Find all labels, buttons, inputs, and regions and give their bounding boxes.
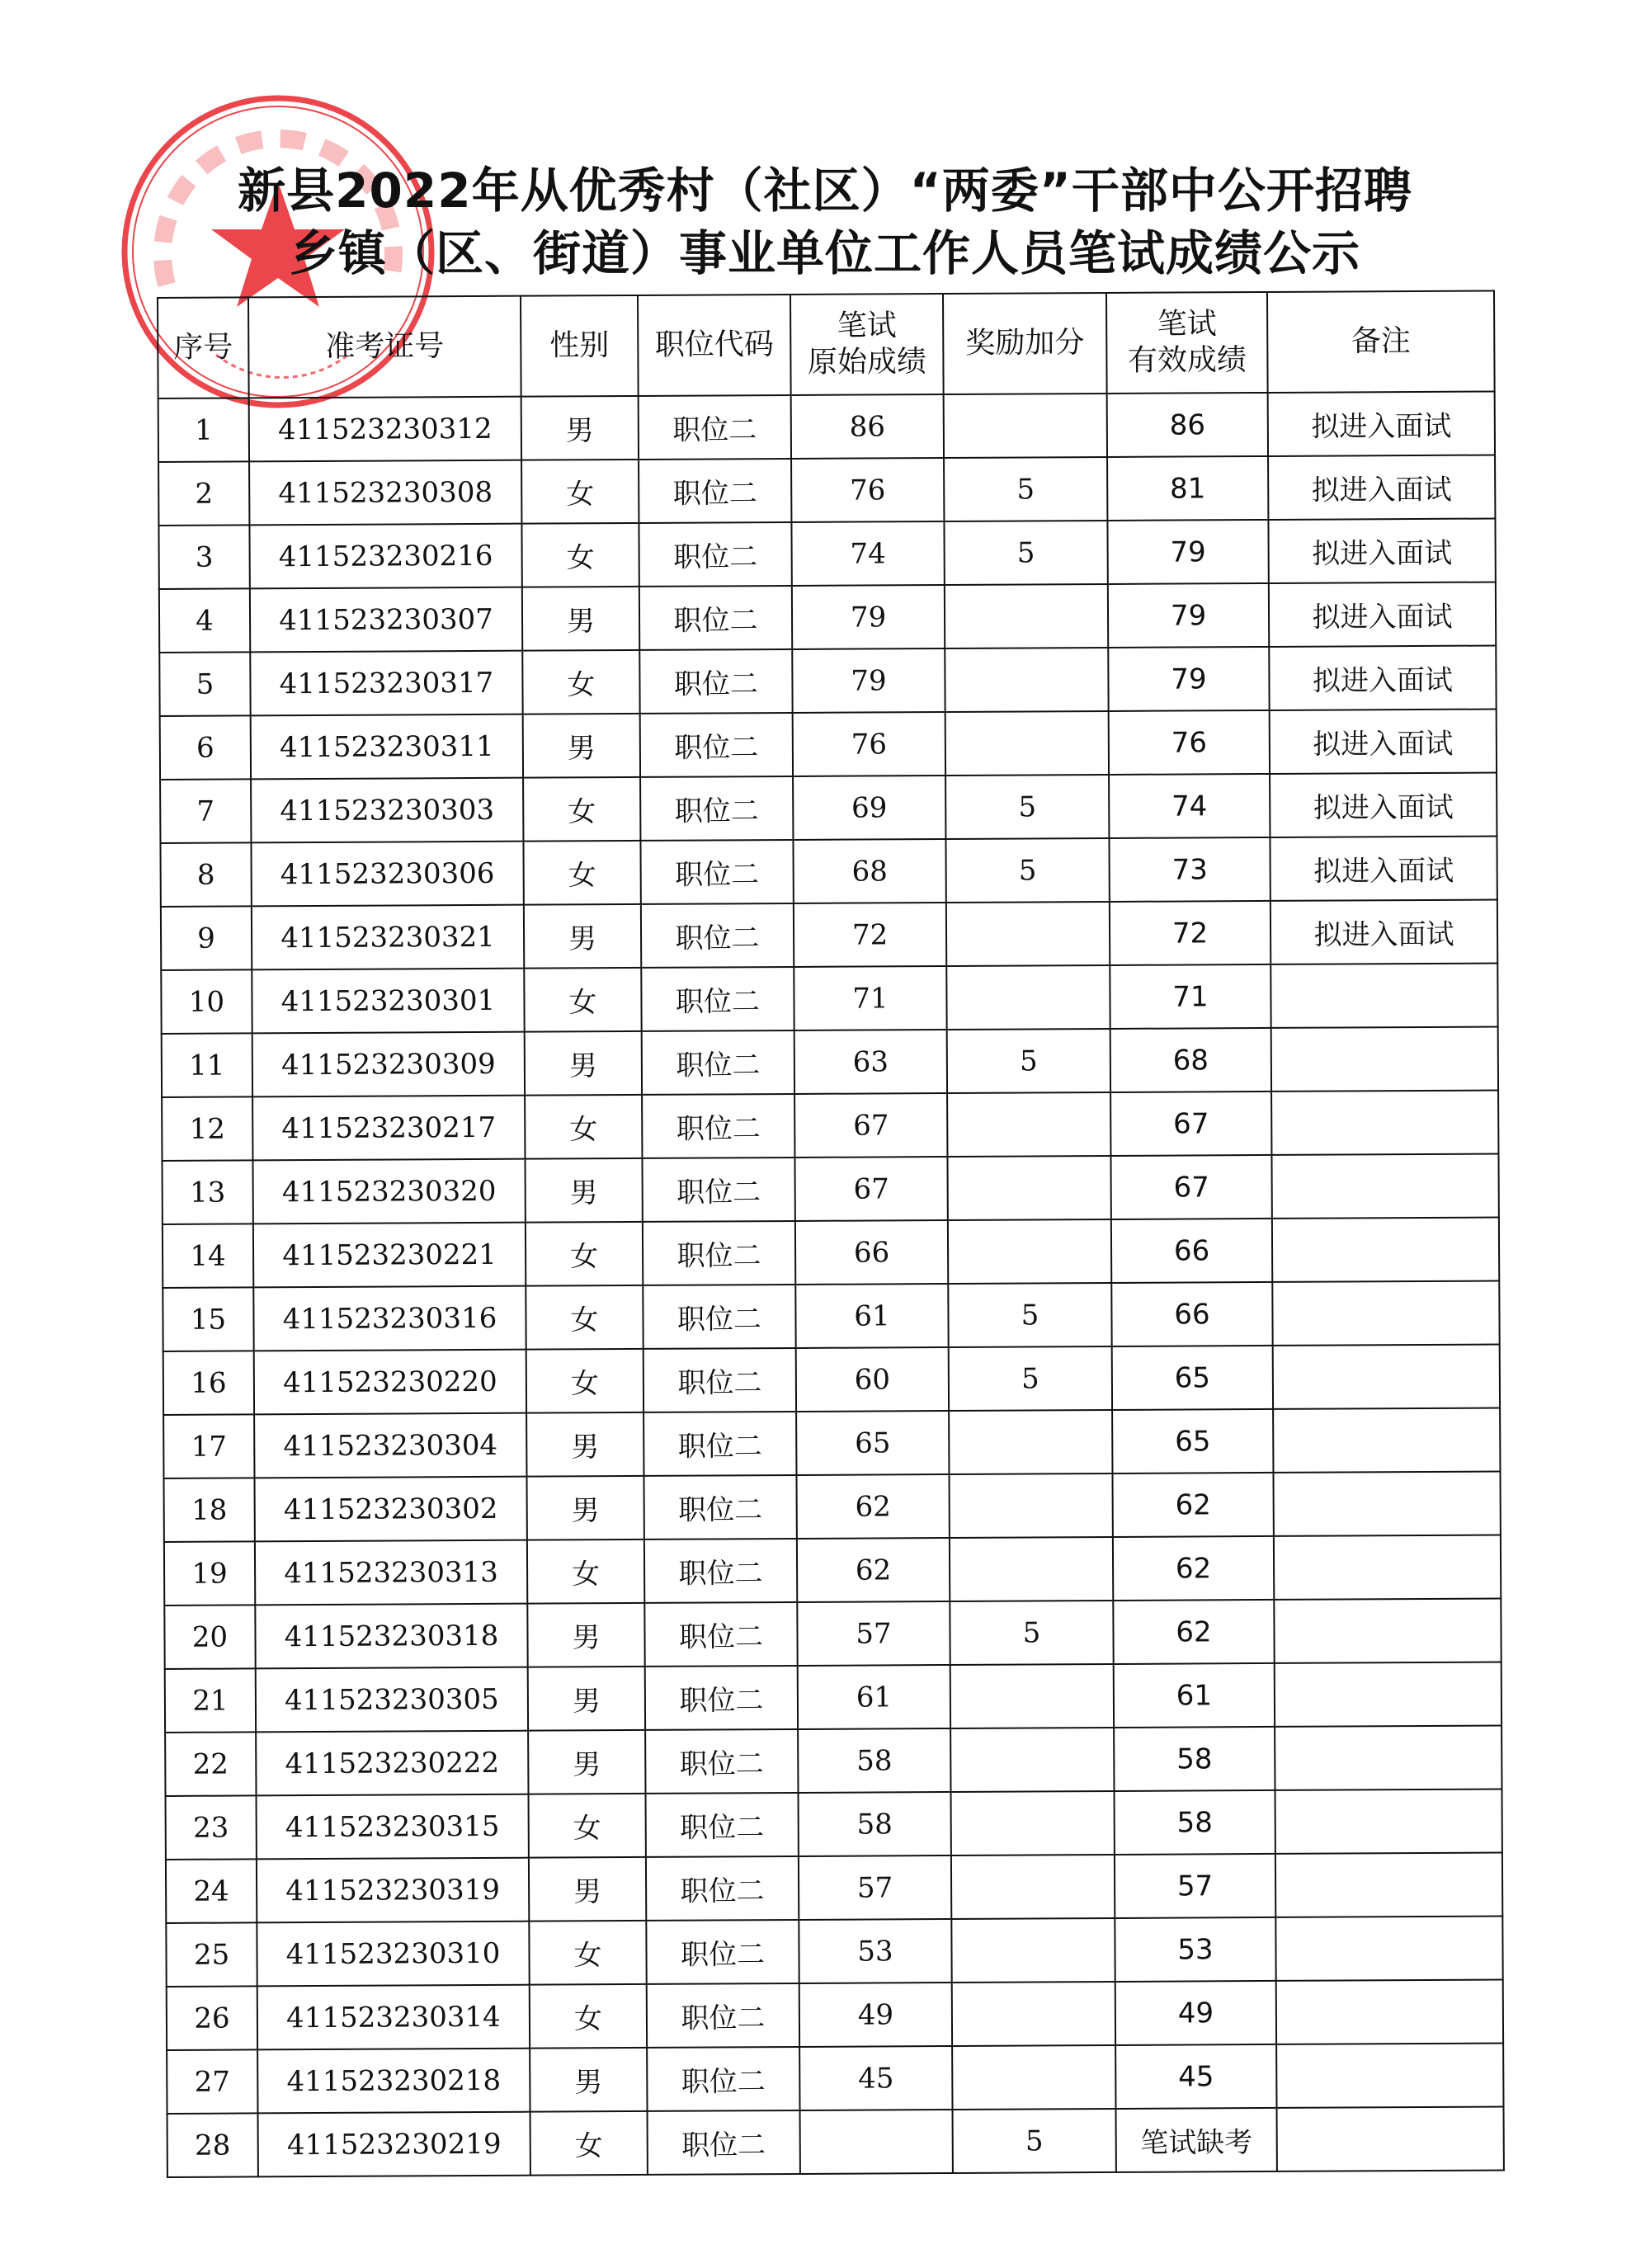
gender-cell: 女 <box>526 1285 643 1350</box>
position-code-cell: 职位二 <box>640 840 793 904</box>
raw-score-cell: 49 <box>799 1983 952 2047</box>
score-table <box>157 290 1505 2178</box>
effective-score-cell: 74 <box>1109 774 1270 838</box>
position-code-cell: 职位二 <box>647 2047 799 2111</box>
effective-score-cell: 67 <box>1110 1155 1271 1219</box>
position-code-cell: 职位二 <box>644 1602 797 1667</box>
position-code-cell: 职位二 <box>644 1475 796 1540</box>
bonus-cell <box>952 2045 1115 2110</box>
bonus-cell: 5 <box>950 1601 1113 1665</box>
raw-score-cell: 68 <box>793 839 945 903</box>
position-code-cell: 职位二 <box>639 586 792 650</box>
gender-cell: 男 <box>528 1667 645 1731</box>
effective-score-cell: 66 <box>1111 1282 1272 1346</box>
effective-score-cell: 79 <box>1108 583 1269 648</box>
bonus-cell <box>945 648 1108 712</box>
table-row <box>158 392 1495 462</box>
header-exam-no: 准考证号 <box>248 296 521 398</box>
raw-score-cell: 72 <box>794 903 946 967</box>
exam-no-cell: 411523230320 <box>252 1159 525 1224</box>
remark-cell <box>1273 1344 1500 1408</box>
seq-cell: 19 <box>164 1541 255 1606</box>
gender-cell: 女 <box>529 1921 646 1985</box>
table-header-row <box>158 291 1495 398</box>
position-code-cell: 职位二 <box>646 1856 799 1921</box>
seq-cell: 28 <box>167 2113 258 2177</box>
effective-score-cell: 45 <box>1115 2044 1276 2109</box>
position-code-cell: 职位二 <box>639 395 791 460</box>
remark-cell <box>1272 1217 1499 1281</box>
table-row <box>160 773 1497 843</box>
exam-no-cell: 411523230310 <box>257 1921 529 1987</box>
raw-score-cell: 62 <box>797 1538 950 1602</box>
bonus-cell <box>949 1473 1112 1538</box>
position-code-cell: 职位二 <box>640 776 793 841</box>
bonus-cell: 5 <box>948 1283 1111 1347</box>
raw-score-cell: 58 <box>799 1792 951 1856</box>
seq-cell: 6 <box>160 715 251 780</box>
gender-cell: 男 <box>526 1476 644 1540</box>
raw-score-cell <box>800 2110 953 2174</box>
remark-cell <box>1272 1280 1499 1345</box>
raw-score-cell: 45 <box>799 2046 952 2110</box>
bonus-cell: 5 <box>944 521 1107 585</box>
effective-score-cell: 49 <box>1115 1981 1276 2045</box>
header-bonus: 奖励加分 <box>943 293 1107 394</box>
effective-score-cell: 72 <box>1110 901 1270 965</box>
seq-cell: 21 <box>165 1668 256 1733</box>
seq-cell: 18 <box>163 1478 254 1542</box>
remark-cell: 拟进入面试 <box>1270 900 1497 964</box>
exam-no-cell: 411523230316 <box>253 1286 526 1351</box>
remark-cell <box>1271 1090 1498 1154</box>
table-row <box>166 1789 1502 1859</box>
table-row <box>162 1027 1498 1097</box>
effective-score-cell: 53 <box>1115 1917 1275 1982</box>
effective-score-cell: 65 <box>1112 1409 1273 1473</box>
exam-no-cell: 411523230222 <box>256 1731 528 1796</box>
remark-cell <box>1277 2106 1504 2171</box>
gender-cell: 女 <box>524 968 641 1032</box>
table-row <box>159 582 1496 653</box>
gender-cell: 男 <box>523 714 640 778</box>
effective-score-cell: 68 <box>1110 1028 1271 1092</box>
bonus-cell: 5 <box>949 1346 1112 1411</box>
exam-no-cell: 411523230219 <box>258 2112 530 2177</box>
effective-score-cell: 71 <box>1110 964 1270 1029</box>
bonus-cell: 5 <box>945 838 1109 903</box>
remark-cell <box>1275 1789 1502 1853</box>
exam-no-cell: 411523230321 <box>252 905 524 970</box>
exam-no-cell: 411523230309 <box>252 1032 525 1097</box>
exam-no-cell: 411523230315 <box>257 1794 529 1860</box>
position-code-cell: 职位二 <box>644 1539 797 1603</box>
exam-no-cell: 411523230306 <box>251 842 523 907</box>
exam-no-cell: 411523230304 <box>254 1413 526 1478</box>
gender-cell: 男 <box>527 1603 644 1667</box>
bonus-cell <box>945 584 1108 648</box>
position-code-cell: 职位二 <box>643 1221 795 1285</box>
table-row <box>166 1852 1502 1922</box>
exam-no-cell: 411523230218 <box>257 2049 530 2114</box>
position-code-cell: 职位二 <box>642 1094 794 1158</box>
effective-score-cell: 58 <box>1114 1790 1275 1855</box>
gender-cell: 女 <box>526 1222 643 1286</box>
seq-cell: 27 <box>167 2049 257 2114</box>
position-code-cell: 职位二 <box>640 713 793 777</box>
seq-cell: 7 <box>160 779 251 843</box>
remark-cell: 拟进入面试 <box>1268 519 1495 583</box>
raw-score-cell: 57 <box>799 1855 951 1920</box>
effective-score-cell: 58 <box>1114 1727 1275 1791</box>
raw-score-cell: 74 <box>791 521 944 586</box>
remark-cell: 拟进入面试 <box>1270 773 1497 837</box>
table-row <box>159 646 1496 716</box>
effective-score-cell: 76 <box>1109 710 1270 775</box>
remark-cell <box>1275 1725 1502 1789</box>
effective-score-cell: 61 <box>1114 1663 1275 1728</box>
remark-cell <box>1275 1662 1502 1726</box>
table-row <box>162 1153 1498 1224</box>
table-row <box>158 519 1495 589</box>
gender-cell: 男 <box>521 396 639 460</box>
remark-cell <box>1270 964 1497 1028</box>
remark-cell <box>1276 1979 1503 2044</box>
remark-cell <box>1271 1027 1498 1092</box>
position-code-cell: 职位二 <box>646 1793 799 1857</box>
table-row <box>167 2043 1503 2113</box>
exam-no-cell: 411523230303 <box>251 778 523 843</box>
gender-cell: 女 <box>530 1984 647 2049</box>
table-row <box>163 1217 1499 1287</box>
table-row <box>163 1280 1499 1351</box>
bonus-cell <box>945 711 1109 776</box>
bonus-cell <box>947 1092 1110 1157</box>
exam-no-cell: 411523230302 <box>254 1477 526 1542</box>
raw-score-cell: 63 <box>794 1030 947 1094</box>
raw-score-cell: 61 <box>795 1284 948 1348</box>
remark-cell: 拟进入面试 <box>1270 837 1497 901</box>
bonus-cell <box>944 394 1107 458</box>
gender-cell: 男 <box>524 904 641 969</box>
effective-score-cell: 62 <box>1113 1600 1274 1664</box>
seq-cell: 15 <box>163 1287 253 1351</box>
header-seq: 序号 <box>158 297 249 398</box>
gender-cell: 男 <box>526 1412 644 1477</box>
bonus-cell <box>947 1156 1110 1220</box>
raw-score-cell: 62 <box>796 1474 949 1539</box>
position-code-cell: 职位二 <box>648 2110 800 2175</box>
bonus-cell <box>951 1918 1115 1983</box>
table-row <box>163 1344 1500 1414</box>
effective-score-cell: 67 <box>1110 1092 1271 1156</box>
gender-cell: 女 <box>525 1095 642 1159</box>
table-row <box>161 964 1497 1034</box>
remark-cell <box>1273 1471 1500 1535</box>
table-row <box>165 1725 1502 1795</box>
position-code-cell: 职位二 <box>642 1030 794 1095</box>
seq-cell: 17 <box>163 1414 254 1478</box>
table-row <box>165 1662 1502 1732</box>
remark-cell <box>1271 1153 1498 1218</box>
raw-score-cell: 57 <box>797 1601 950 1666</box>
position-code-cell: 职位二 <box>642 1158 794 1222</box>
position-code-cell: 职位二 <box>641 903 794 968</box>
gender-cell: 男 <box>522 587 639 651</box>
position-code-cell: 职位二 <box>645 1666 798 1730</box>
header-effective-score-line2: 有效成绩 <box>1127 343 1247 378</box>
remark-cell: 拟进入面试 <box>1269 646 1496 710</box>
seq-cell: 14 <box>163 1224 253 1288</box>
bonus-cell <box>949 1410 1112 1474</box>
page-title-line-2: 乡镇（区、街道）事业单位工作人员笔试成绩公示 <box>289 225 1360 281</box>
raw-score-cell: 65 <box>796 1411 949 1475</box>
table-row <box>164 1535 1501 1605</box>
effective-score-cell: 62 <box>1112 1473 1273 1537</box>
table-row <box>167 1979 1503 2049</box>
position-code-cell: 职位二 <box>647 1983 799 2048</box>
raw-score-cell: 71 <box>794 966 946 1030</box>
raw-score-cell: 60 <box>796 1347 949 1412</box>
position-code-cell: 职位二 <box>639 649 792 714</box>
seq-cell: 4 <box>159 588 250 653</box>
seq-cell: 25 <box>166 1922 257 1987</box>
header-raw-score <box>790 294 944 395</box>
header-raw-score-line2: 原始成绩 <box>807 345 927 380</box>
gender-cell: 女 <box>526 1349 644 1413</box>
effective-score-cell: 66 <box>1111 1219 1272 1283</box>
exam-no-cell: 411523230317 <box>250 651 522 716</box>
raw-score-cell: 79 <box>792 648 945 713</box>
gender-cell: 女 <box>523 841 640 905</box>
raw-score-cell: 69 <box>793 776 945 840</box>
exam-no-cell: 411523230217 <box>252 1096 525 1161</box>
header-gender: 性别 <box>521 295 639 397</box>
bonus-cell <box>950 1728 1114 1792</box>
header-effective-score-line1: 笔试 <box>1157 307 1217 342</box>
exam-no-cell: 411523230312 <box>249 397 521 462</box>
exam-no-cell: 411523230319 <box>257 1858 529 1923</box>
exam-no-cell: 411523230307 <box>250 587 522 653</box>
position-code-cell: 职位二 <box>645 1729 798 1794</box>
remark-cell <box>1274 1598 1501 1662</box>
table-row <box>163 1471 1500 1541</box>
table-row <box>163 1407 1500 1478</box>
exam-no-cell: 411523230305 <box>256 1667 528 1733</box>
seq-cell: 8 <box>160 842 251 907</box>
gender-cell: 女 <box>521 460 639 524</box>
remark-cell: 拟进入面试 <box>1269 582 1496 647</box>
position-code-cell: 职位二 <box>639 522 791 587</box>
table-row <box>161 900 1497 970</box>
exam-no-cell: 411523230318 <box>255 1604 527 1669</box>
seq-cell: 10 <box>161 969 252 1034</box>
gender-cell: 男 <box>529 1857 646 1921</box>
bonus-cell: 5 <box>945 775 1109 839</box>
bonus-cell: 5 <box>944 457 1107 521</box>
exam-no-cell: 411523230220 <box>254 1350 526 1415</box>
remark-cell: 拟进入面试 <box>1270 710 1497 774</box>
raw-score-cell: 67 <box>794 1157 947 1221</box>
header-effective-score <box>1106 292 1268 394</box>
remark-cell: 拟进入面试 <box>1268 455 1495 520</box>
remark-cell <box>1273 1407 1500 1472</box>
effective-score-cell: 62 <box>1113 1536 1274 1601</box>
position-code-cell: 职位二 <box>644 1412 796 1476</box>
gender-cell: 男 <box>530 2048 647 2112</box>
gender-cell: 女 <box>523 777 640 842</box>
raw-score-cell: 61 <box>798 1665 950 1729</box>
seq-cell: 22 <box>165 1732 256 1796</box>
bonus-cell <box>950 1664 1114 1728</box>
gender-cell: 女 <box>521 523 639 587</box>
header-position-code: 职位代码 <box>638 295 791 396</box>
gender-cell: 男 <box>528 1730 645 1794</box>
position-code-cell: 职位二 <box>643 1285 795 1349</box>
bonus-cell <box>951 1791 1115 1855</box>
bonus-cell <box>950 1537 1113 1601</box>
gender-cell: 女 <box>527 1540 644 1604</box>
position-code-cell: 职位二 <box>639 459 791 523</box>
gender-cell: 女 <box>522 650 639 714</box>
position-code-cell: 职位二 <box>641 967 794 1031</box>
exam-no-cell: 411523230221 <box>253 1223 526 1288</box>
bonus-cell: 5 <box>947 1029 1110 1093</box>
gender-cell: 女 <box>530 2111 648 2176</box>
gender-cell: 女 <box>529 1794 646 1858</box>
effective-score-cell: 86 <box>1107 393 1268 457</box>
seq-cell: 23 <box>166 1795 257 1860</box>
gender-cell: 男 <box>525 1158 642 1223</box>
seq-cell: 3 <box>158 525 249 589</box>
effective-score-cell: 笔试缺考 <box>1116 2108 1277 2172</box>
raw-score-cell: 67 <box>794 1093 947 1158</box>
exam-no-cell: 411523230311 <box>251 714 523 780</box>
table-row <box>164 1598 1501 1668</box>
effective-score-cell: 79 <box>1108 647 1269 711</box>
exam-no-cell: 411523230216 <box>249 524 521 589</box>
exam-no-cell: 411523230314 <box>257 1985 530 2050</box>
header-remark: 备注 <box>1267 291 1495 393</box>
table-row <box>166 1916 1502 1986</box>
effective-score-cell: 79 <box>1107 520 1268 584</box>
seq-cell: 20 <box>164 1605 255 1669</box>
header-raw-score-line1: 笔试 <box>837 309 897 343</box>
seq-cell: 12 <box>162 1096 252 1161</box>
seq-cell: 2 <box>158 461 249 526</box>
seq-cell: 13 <box>162 1160 252 1224</box>
seq-cell: 9 <box>161 906 252 970</box>
position-code-cell: 职位二 <box>644 1348 796 1412</box>
effective-score-cell: 73 <box>1109 837 1270 902</box>
seq-cell: 26 <box>167 1986 257 2050</box>
bonus-cell <box>946 902 1110 966</box>
effective-score-cell: 65 <box>1112 1346 1273 1410</box>
table-row <box>162 1090 1498 1160</box>
table-row <box>167 2106 1504 2176</box>
page-title-line-1: 新县2022年从优秀村（社区）“两委”干部中公开招聘 <box>238 163 1412 219</box>
seq-cell: 11 <box>162 1033 252 1097</box>
raw-score-cell: 53 <box>799 1919 951 1983</box>
bonus-cell <box>951 1855 1115 1919</box>
exam-no-cell: 411523230308 <box>249 460 521 526</box>
effective-score-cell: 57 <box>1115 1854 1275 1918</box>
effective-score-cell: 81 <box>1107 456 1268 521</box>
remark-cell <box>1274 1535 1501 1599</box>
table-row <box>158 455 1495 526</box>
raw-score-cell: 58 <box>798 1728 950 1793</box>
bonus-cell <box>948 1219 1111 1284</box>
table-row <box>160 710 1497 780</box>
raw-score-cell: 79 <box>792 585 945 649</box>
seq-cell: 5 <box>159 652 250 716</box>
gender-cell: 男 <box>525 1031 642 1096</box>
remark-cell <box>1275 1916 1502 1980</box>
bonus-cell <box>946 965 1110 1030</box>
exam-no-cell: 411523230301 <box>252 969 524 1034</box>
seq-cell: 1 <box>158 398 249 462</box>
raw-score-cell: 86 <box>791 394 944 459</box>
raw-score-cell: 76 <box>793 712 945 776</box>
exam-no-cell: 411523230313 <box>255 1540 527 1606</box>
table-row <box>160 837 1497 907</box>
seq-cell: 24 <box>166 1859 257 1923</box>
bonus-cell <box>952 1982 1115 2046</box>
bonus-cell: 5 <box>953 2109 1116 2173</box>
position-code-cell: 职位二 <box>646 1920 799 1984</box>
raw-score-cell: 76 <box>791 458 944 522</box>
remark-cell <box>1276 2043 1503 2107</box>
remark-cell <box>1275 1852 1502 1917</box>
remark-cell: 拟进入面试 <box>1268 392 1495 456</box>
seq-cell: 16 <box>163 1351 254 1415</box>
raw-score-cell: 66 <box>795 1220 948 1285</box>
